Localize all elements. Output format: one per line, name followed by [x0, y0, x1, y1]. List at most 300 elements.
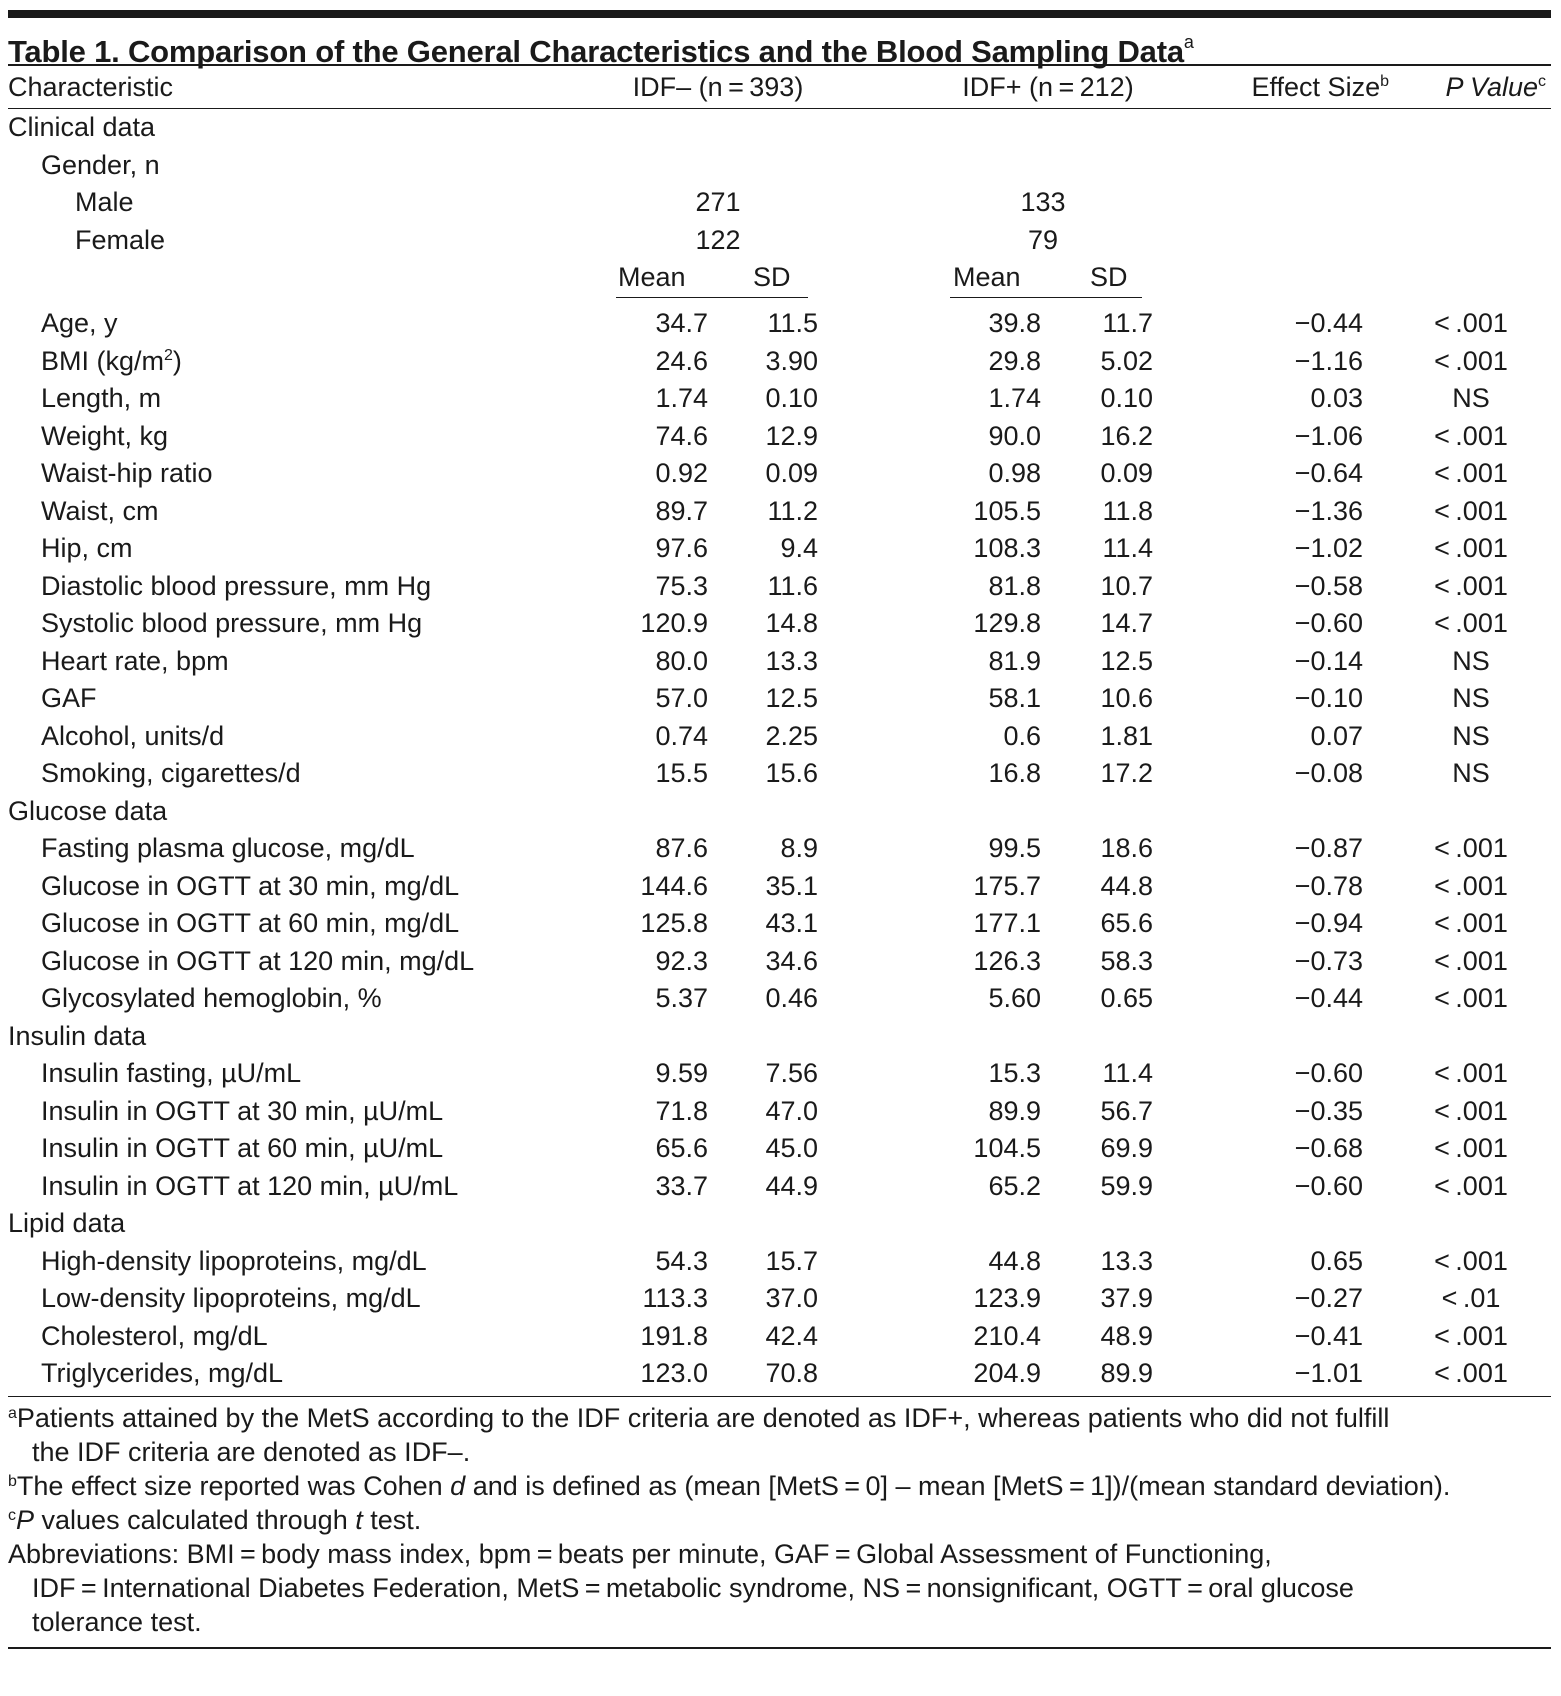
- mean-idf-plus: 175.7: [973, 870, 1041, 901]
- table-row: [8, 1318, 1551, 1356]
- table-row: [8, 380, 1551, 418]
- table-row: [8, 530, 1551, 568]
- header-idf-minus: IDF– (n = 393): [632, 72, 804, 102]
- table-row: [8, 1130, 1551, 1168]
- table-row: [8, 943, 1551, 981]
- sd-idf-plus: 14.7: [1100, 608, 1153, 638]
- mean-idf-minus: 71.8: [655, 1095, 708, 1126]
- insulin-data-rows: [8, 1055, 1551, 1205]
- sd-idf-plus: 58.3: [1100, 945, 1153, 976]
- row-label: [41, 530, 133, 568]
- count-idf-minus: 271: [695, 187, 741, 217]
- row-label-text: Weight, kg: [41, 420, 169, 451]
- row-label-text: Smoking, cigarettes/d: [41, 758, 301, 788]
- p-value: NS: [1452, 383, 1490, 413]
- sd-idf-plus: 13.3: [1100, 1245, 1153, 1276]
- sd-idf-minus: 11.6: [767, 570, 818, 601]
- sd-idf-plus: 11.8: [1102, 495, 1153, 526]
- sd-idf-minus: 45.0: [765, 1133, 818, 1163]
- effect-size: −0.35: [1294, 1095, 1363, 1126]
- sd-idf-plus: 48.9: [1100, 1320, 1153, 1351]
- effect-size: −0.94: [1294, 908, 1363, 938]
- table-title-text: Table 1. Comparison of the General Characteristics and the Blood Sampling Data: [8, 34, 1184, 69]
- row-label-text: Insulin fasting, µU/mL: [41, 1058, 302, 1088]
- sd-idf-minus: 12.5: [765, 683, 818, 713]
- row-label: [41, 343, 182, 381]
- sd-idf-minus: 42.4: [765, 1320, 818, 1351]
- table-row: [8, 605, 1551, 643]
- footnote-bottom-rule: [8, 1647, 1551, 1649]
- effect-size: −0.27: [1294, 1283, 1363, 1313]
- mean-idf-plus: 81.8: [988, 570, 1041, 601]
- row-label-text: Low-density lipoproteins, mg/dL: [41, 1283, 421, 1313]
- p-value: < .001: [1434, 533, 1508, 563]
- sd-idf-plus: 44.8: [1100, 870, 1153, 901]
- row-label-text: GAF: [41, 683, 97, 713]
- mean-idf-minus: 0.92: [655, 458, 708, 488]
- subheader-mean-idf-minus: Mean: [618, 262, 686, 292]
- count-idf-plus: 133: [1020, 187, 1066, 217]
- sd-idf-plus: 11.4: [1102, 533, 1153, 563]
- sd-idf-minus: 9.4: [780, 533, 818, 563]
- sd-idf-plus: 69.9: [1100, 1133, 1153, 1163]
- table-row: [8, 1280, 1551, 1318]
- row-label-text: Glucose in OGTT at 120 min, mg/dL: [41, 945, 475, 976]
- row-label-text: Insulin in OGTT at 120 min, µU/mL: [41, 1170, 459, 1201]
- footnote-a-line1: Patients attained by the MetS according to the IDF criteria are denoted as IDF+, whereas patients who did not fulfill: [16, 1402, 1390, 1433]
- p-value: < .001: [1434, 495, 1508, 526]
- effect-size: −0.10: [1294, 683, 1363, 713]
- abbreviations-line1: Abbreviations: BMI = body mass index, bpm = beats per minute, GAF = Global Assessment of Functioning,: [8, 1538, 1272, 1569]
- sd-idf-plus: 18.6: [1100, 833, 1153, 863]
- title-footnote-mark: a: [1183, 32, 1194, 52]
- effect-size: −0.60: [1294, 1058, 1363, 1088]
- table-row: [8, 1055, 1551, 1093]
- row-label-text: Glucose in OGTT at 30 min, mg/dL: [41, 870, 460, 901]
- effect-size: −0.41: [1294, 1320, 1363, 1351]
- sd-idf-minus: 11.5: [767, 308, 818, 338]
- table-row-female: [8, 222, 1551, 260]
- sd-idf-minus: 35.1: [765, 870, 818, 901]
- effect-size-footnote-mark: b: [1380, 73, 1389, 90]
- sd-idf-minus: 11.2: [767, 495, 818, 526]
- sd-idf-plus: 17.2: [1100, 758, 1153, 788]
- row-label: [41, 455, 213, 493]
- mean-idf-minus: 75.3: [655, 570, 708, 601]
- mean-idf-minus: 57.0: [655, 683, 708, 713]
- mean-idf-plus: 177.1: [973, 908, 1041, 938]
- sd-idf-minus: 13.3: [765, 645, 818, 676]
- row-label-text: Age, y: [41, 308, 118, 338]
- abbreviations-line3: tolerance test.: [32, 1606, 202, 1637]
- table-row: [8, 680, 1551, 718]
- mean-idf-minus: 9.59: [655, 1058, 708, 1088]
- sd-idf-minus: 0.10: [765, 383, 818, 413]
- p-value: < .001: [1434, 1245, 1508, 1276]
- row-label: [41, 418, 168, 456]
- row-label: [41, 1243, 427, 1281]
- row-label-text: Waist-hip ratio: [41, 458, 213, 488]
- mean-idf-minus: 1.74: [655, 383, 708, 413]
- p-value: < .001: [1434, 345, 1508, 376]
- count-idf-minus: 122: [695, 224, 741, 255]
- p-value: < .001: [1434, 570, 1508, 601]
- mean-idf-minus: 125.8: [640, 908, 708, 938]
- mean-idf-plus: 123.9: [973, 1283, 1041, 1313]
- p-value: NS: [1452, 758, 1490, 788]
- row-label-superscript: 2: [164, 346, 173, 364]
- mean-idf-plus: 129.8: [973, 608, 1041, 638]
- row-label-text: Glycosylated hemoglobin, %: [41, 983, 382, 1013]
- p-value: < .001: [1434, 908, 1508, 938]
- row-label: [41, 568, 431, 606]
- table-row: [8, 1093, 1551, 1131]
- row-label: [41, 1318, 268, 1356]
- row-label: [41, 1280, 421, 1318]
- table-row: [8, 418, 1551, 456]
- row-label-text: Waist, cm: [41, 495, 159, 526]
- mean-idf-plus: 81.9: [988, 645, 1041, 676]
- sd-idf-plus: 89.9: [1100, 1358, 1153, 1388]
- effect-size: −1.01: [1294, 1358, 1363, 1388]
- table-row: [8, 343, 1551, 381]
- mean-idf-plus: 65.2: [988, 1170, 1041, 1201]
- footnote-b: [8, 1469, 1551, 1503]
- row-label: [41, 1055, 301, 1093]
- row-label-text: Alcohol, units/d: [41, 720, 225, 751]
- row-label: [41, 1168, 458, 1206]
- row-label: [41, 493, 159, 531]
- row-label: [41, 905, 459, 943]
- effect-size: −0.64: [1294, 458, 1363, 488]
- sd-idf-plus: 10.6: [1100, 683, 1153, 713]
- row-label: Male: [75, 187, 134, 217]
- row-label-text: Fasting plasma glucose, mg/dL: [41, 833, 415, 863]
- table-container: [8, 10, 1551, 1649]
- row-label: [41, 1093, 443, 1131]
- mean-idf-plus: 90.0: [988, 420, 1041, 451]
- footnote-b-italic: d: [450, 1470, 466, 1501]
- header-p-value: [1445, 66, 1546, 108]
- mean-idf-minus: 123.0: [640, 1358, 708, 1388]
- row-label-text: Heart rate, bpm: [41, 645, 229, 676]
- effect-size: 0.65: [1310, 1245, 1363, 1276]
- sd-idf-plus: 11.4: [1102, 1058, 1153, 1088]
- row-label: [41, 830, 415, 868]
- row-label-text: High-density lipoproteins, mg/dL: [41, 1245, 427, 1276]
- sd-idf-plus: 65.6: [1100, 908, 1153, 938]
- row-label-text: Hip, cm: [41, 533, 133, 563]
- sd-idf-minus: 34.6: [765, 945, 818, 976]
- footnote-c-mark: c: [8, 1506, 16, 1524]
- section-label-text: Lipid data: [8, 1208, 126, 1238]
- sd-idf-plus: 1.81: [1100, 720, 1153, 751]
- subheader-underline-idf-minus: [616, 297, 808, 298]
- mean-idf-minus: 34.7: [655, 308, 708, 338]
- footnote-a-mark: a: [8, 1404, 17, 1422]
- sd-idf-minus: 7.56: [765, 1058, 818, 1088]
- sd-idf-minus: 70.8: [765, 1358, 818, 1388]
- mean-idf-plus: 99.5: [988, 833, 1041, 863]
- mean-idf-minus: 89.7: [655, 495, 708, 526]
- header-characteristic: Characteristic: [8, 72, 174, 102]
- subheader-sd-idf-minus: SD: [753, 262, 791, 292]
- sd-idf-plus: 37.9: [1100, 1283, 1153, 1313]
- mean-idf-minus: 0.74: [655, 720, 708, 751]
- section-label-glucose: [8, 793, 1551, 831]
- p-value: < .001: [1434, 1170, 1508, 1201]
- effect-size: −0.78: [1294, 870, 1363, 901]
- effect-size: −0.44: [1294, 308, 1363, 338]
- mean-idf-minus: 87.6: [655, 833, 708, 863]
- effect-size: −0.68: [1294, 1133, 1363, 1163]
- sd-idf-plus: 0.09: [1100, 458, 1153, 488]
- mean-idf-minus: 24.6: [655, 345, 708, 376]
- effect-size: −0.58: [1294, 570, 1363, 601]
- mean-idf-minus: 97.6: [655, 533, 708, 563]
- table-row: [8, 755, 1551, 793]
- header-idf-plus: IDF+ (n = 212): [962, 72, 1134, 102]
- p-value: < .001: [1434, 983, 1508, 1013]
- row-label: [41, 305, 118, 343]
- footnote-b-pre: The effect size reported was Cohen: [16, 1470, 451, 1501]
- row-label-text: Insulin in OGTT at 60 min, µU/mL: [41, 1133, 444, 1163]
- footnote-a-cont: the IDF criteria are denoted as IDF–.: [32, 1436, 471, 1467]
- effect-size: −0.08: [1294, 758, 1363, 788]
- table-row: [8, 905, 1551, 943]
- sd-idf-minus: 12.9: [765, 420, 818, 451]
- mean-idf-plus: 204.9: [973, 1358, 1041, 1388]
- footnote-b-post: and is defined as (mean [MetS = 0] – mean [MetS = 1])/(mean standard deviation).: [465, 1470, 1451, 1501]
- header-p-value-text: P Value: [1445, 72, 1538, 102]
- sd-idf-plus: 5.02: [1100, 345, 1153, 376]
- mean-idf-plus: 0.6: [1003, 720, 1041, 751]
- footnote-b-mark: b: [8, 1472, 17, 1490]
- header-effect-size-text: Effect Size: [1251, 72, 1381, 102]
- sd-idf-plus: 56.7: [1100, 1095, 1153, 1126]
- footnote-c-post: test.: [362, 1504, 422, 1535]
- p-value: NS: [1452, 645, 1490, 676]
- mean-idf-plus: 105.5: [973, 495, 1041, 526]
- mean-idf-plus: 39.8: [988, 308, 1041, 338]
- p-value: < .01: [1441, 1283, 1501, 1313]
- table-row: [8, 868, 1551, 906]
- footnote-c-italic-t: t: [355, 1504, 363, 1535]
- sd-idf-plus: 12.5: [1100, 645, 1153, 676]
- mean-idf-plus: 29.8: [988, 345, 1041, 376]
- table-row: [8, 493, 1551, 531]
- effect-size: −1.36: [1294, 495, 1363, 526]
- mean-idf-minus: 113.3: [642, 1283, 708, 1313]
- sd-idf-plus: 0.65: [1100, 983, 1153, 1013]
- sd-idf-minus: 43.1: [765, 908, 818, 938]
- table-row: [8, 455, 1551, 493]
- sd-idf-plus: 10.7: [1100, 570, 1153, 601]
- mean-idf-plus: 104.5: [973, 1133, 1041, 1163]
- row-label: Female: [75, 224, 166, 255]
- p-value: < .001: [1434, 420, 1508, 451]
- p-value: < .001: [1434, 608, 1508, 638]
- glucose-data-rows: [8, 830, 1551, 1018]
- row-label: [41, 1130, 443, 1168]
- top-rule: [8, 10, 1551, 18]
- subsection-label-gender: [8, 147, 1551, 185]
- effect-size: −0.14: [1294, 645, 1363, 676]
- p-value: < .001: [1434, 1358, 1508, 1388]
- sd-idf-minus: 8.9: [780, 833, 818, 863]
- p-value: NS: [1452, 683, 1490, 713]
- mean-idf-minus: 5.37: [655, 983, 708, 1013]
- p-value: NS: [1452, 720, 1490, 751]
- mean-idf-minus: 65.6: [655, 1133, 708, 1163]
- row-label-text: Systolic blood pressure, mm Hg: [41, 608, 423, 638]
- mean-idf-plus: 1.74: [988, 383, 1041, 413]
- table-row: [8, 1168, 1551, 1206]
- table-footnotes: [8, 1397, 1551, 1639]
- mean-idf-plus: 210.4: [973, 1320, 1041, 1351]
- sd-idf-minus: 3.90: [765, 345, 818, 376]
- section-label-text: Insulin data: [8, 1020, 147, 1051]
- table-row: [8, 980, 1551, 1018]
- footnote-c: [8, 1503, 1551, 1537]
- row-label: [41, 980, 382, 1018]
- effect-size: −0.44: [1294, 983, 1363, 1013]
- mean-idf-plus: 58.1: [988, 683, 1041, 713]
- mean-idf-minus: 15.5: [655, 758, 708, 788]
- row-label: [41, 380, 161, 418]
- p-value: < .001: [1434, 870, 1508, 901]
- p-value: < .001: [1434, 833, 1508, 863]
- table-row-male: [8, 184, 1551, 222]
- table-row: [8, 718, 1551, 756]
- table-row: [8, 830, 1551, 868]
- sd-idf-minus: 2.25: [765, 720, 818, 751]
- sd-idf-minus: 44.9: [765, 1170, 818, 1201]
- mean-idf-minus: 74.6: [655, 420, 708, 451]
- row-label-text: Diastolic blood pressure, mm Hg: [41, 570, 432, 601]
- mean-idf-plus: 126.3: [973, 945, 1041, 976]
- effect-size: −0.60: [1294, 608, 1363, 638]
- mean-idf-plus: 5.60: [988, 983, 1041, 1013]
- mean-idf-minus: 80.0: [655, 645, 708, 676]
- sd-idf-minus: 15.6: [765, 758, 818, 788]
- mean-idf-plus: 44.8: [988, 1245, 1041, 1276]
- p-value: < .001: [1434, 308, 1508, 338]
- sd-idf-plus: 59.9: [1100, 1170, 1153, 1201]
- section-label-lipid: [8, 1205, 1551, 1243]
- table-title: [8, 18, 1551, 69]
- clinical-data-rows: [8, 305, 1551, 793]
- mean-idf-plus: 15.3: [988, 1058, 1041, 1088]
- row-label: [41, 1355, 283, 1393]
- row-label-text: Length, m: [41, 383, 162, 413]
- subheader-mean-idf-plus: Mean: [953, 262, 1021, 292]
- mean-idf-plus: 89.9: [988, 1095, 1041, 1126]
- p-value: < .001: [1434, 458, 1508, 488]
- section-label-clinical: [8, 109, 1551, 147]
- mean-sd-subheader-row: [8, 259, 1551, 305]
- section-label-insulin: [8, 1018, 1551, 1056]
- mean-idf-plus: 108.3: [973, 533, 1041, 563]
- table-row: [8, 1355, 1551, 1393]
- row-label-text: BMI (kg/m: [41, 345, 165, 376]
- sd-idf-minus: 47.0: [765, 1095, 818, 1126]
- row-label: [41, 643, 229, 681]
- effect-size: 0.07: [1310, 720, 1363, 751]
- mean-idf-minus: 191.8: [640, 1320, 708, 1351]
- subheader-sd-idf-plus: SD: [1090, 262, 1128, 292]
- subheader-underline-idf-plus: [950, 297, 1142, 298]
- table-row: [8, 643, 1551, 681]
- mean-idf-minus: 120.9: [640, 608, 708, 638]
- effect-size: −0.87: [1294, 833, 1363, 863]
- row-label: [41, 718, 224, 756]
- p-value-footnote-mark: c: [1538, 73, 1546, 90]
- sd-idf-minus: 0.09: [765, 458, 818, 488]
- row-label-text: Glucose in OGTT at 60 min, mg/dL: [41, 908, 460, 938]
- mean-idf-minus: 144.6: [640, 870, 708, 901]
- effect-size: −0.60: [1294, 1170, 1363, 1201]
- footnote-c-italic-p: P: [16, 1504, 35, 1535]
- row-label: [41, 943, 474, 981]
- sd-idf-plus: 11.7: [1102, 308, 1153, 338]
- row-label: [41, 755, 301, 793]
- effect-size: −1.06: [1294, 420, 1363, 451]
- effect-size: −1.02: [1294, 533, 1363, 563]
- sd-idf-plus: 0.10: [1100, 383, 1153, 413]
- sd-idf-minus: 37.0: [765, 1283, 818, 1313]
- mean-idf-plus: 16.8: [988, 758, 1041, 788]
- table-row: [8, 1243, 1551, 1281]
- section-label-text: Clinical data: [8, 112, 156, 142]
- row-label: [41, 605, 422, 643]
- sd-idf-minus: 14.8: [765, 608, 818, 638]
- footnote-c-mid: values calculated through: [34, 1504, 356, 1535]
- p-value: < .001: [1434, 945, 1508, 976]
- mean-idf-plus: 0.98: [988, 458, 1041, 488]
- table-row: [8, 305, 1551, 343]
- sd-idf-minus: 0.46: [765, 983, 818, 1013]
- row-label: [41, 680, 97, 718]
- abbreviations-line2: IDF = International Diabetes Federation, MetS = metabolic syndrome, NS = nonsignificant, OGTT = oral glucose: [32, 1572, 1354, 1603]
- mean-idf-minus: 54.3: [655, 1245, 708, 1276]
- header-effect-size: [1252, 66, 1389, 108]
- effect-size: −1.16: [1294, 345, 1363, 376]
- count-idf-plus: 79: [1027, 224, 1059, 255]
- sd-idf-plus: 16.2: [1100, 420, 1153, 451]
- table-row: [8, 568, 1551, 606]
- footnote-a: [8, 1401, 1551, 1435]
- mean-idf-minus: 92.3: [655, 945, 708, 976]
- effect-size: −0.73: [1294, 945, 1363, 976]
- p-value: < .001: [1434, 1320, 1508, 1351]
- row-label-suffix: ): [172, 345, 182, 376]
- row-label-text: Cholesterol, mg/dL: [41, 1320, 268, 1351]
- section-label-text: Glucose data: [8, 795, 168, 826]
- sd-idf-minus: 15.7: [765, 1245, 818, 1276]
- p-value: < .001: [1434, 1095, 1508, 1126]
- mean-idf-minus: 33.7: [655, 1170, 708, 1201]
- p-value: < .001: [1434, 1133, 1508, 1163]
- column-header-row: [8, 66, 1551, 108]
- row-label-text: Insulin in OGTT at 30 min, µU/mL: [41, 1095, 444, 1126]
- effect-size: 0.03: [1310, 383, 1363, 413]
- p-value: < .001: [1434, 1058, 1508, 1088]
- subsection-label-text: Gender, n: [41, 149, 160, 180]
- lipid-data-rows: [8, 1243, 1551, 1393]
- row-label-text: Triglycerides, mg/dL: [41, 1358, 284, 1388]
- row-label: [41, 868, 459, 906]
